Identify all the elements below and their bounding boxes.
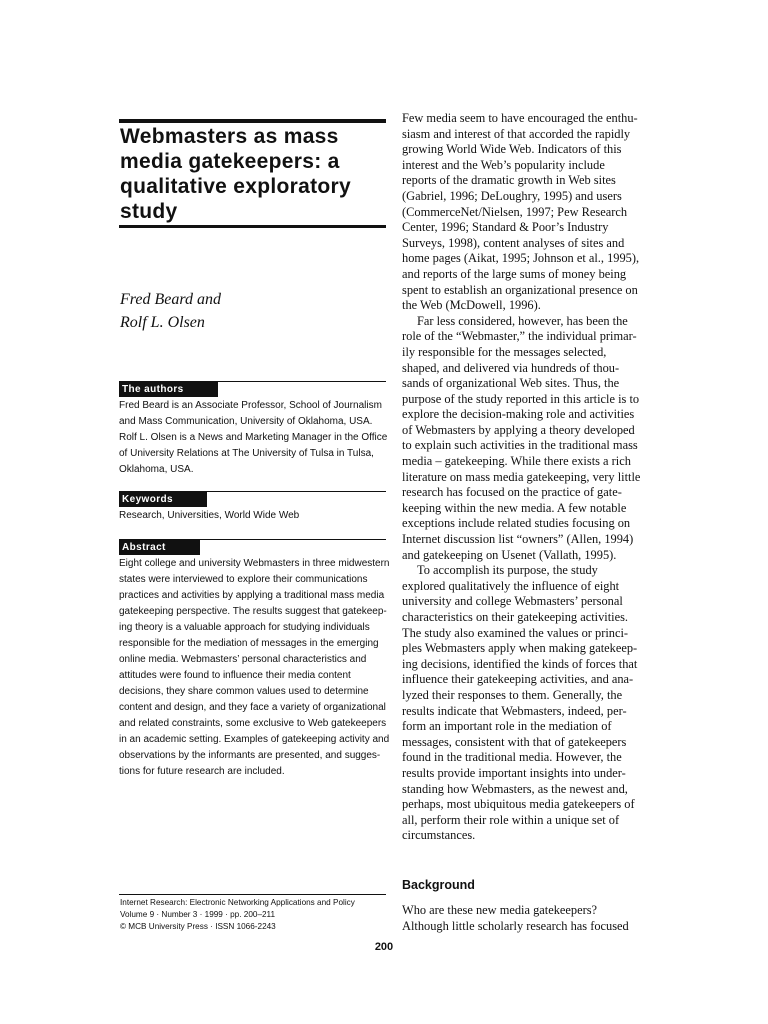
footer-rule: [119, 894, 386, 895]
keywords-label: Keywords: [119, 492, 207, 507]
body-line: Internet discussion list “owners” (Allen, 1994): [402, 532, 634, 547]
abstract-line: online media. Webmasters’ personal characteristics and: [119, 654, 367, 665]
keywords-line: Research, Universities, World Wide Web: [119, 510, 300, 521]
body-line: keeping within the new media. A few notable: [402, 500, 627, 515]
body-line: literature on mass media gatekeeping, very little: [402, 469, 641, 484]
body-line: explored qualitatively the influence of eight: [402, 578, 620, 593]
body-line: home pages (Aikat, 1995; Johnson et al., 1995),: [402, 251, 640, 266]
body-line: ing decisions, identified the kinds of forces that: [402, 656, 638, 671]
body-line: Who are these new media gatekeepers?: [402, 903, 598, 917]
body-line: exceptions include related studies focusing on: [402, 516, 631, 531]
title-line: qualitative exploratory: [120, 175, 351, 198]
body-line: research has focused on the practice of gate-: [402, 485, 622, 500]
article-title: [120, 124, 386, 224]
body-line: media – gatekeeping. While there exists a rich: [402, 454, 631, 469]
body-line: found in the traditional media. However, the: [402, 750, 622, 765]
body-line: (CommerceNet/Nielsen, 1997; Pew Research: [402, 204, 628, 219]
page-number: 200: [374, 941, 394, 953]
abstract-line: and related constraints, some exclusive to Web gatekeepers: [119, 718, 387, 729]
body-line: sands of organizational Web sites. Thus, the: [402, 376, 620, 391]
body-line: of Webmasters by applying a theory developed: [402, 422, 635, 437]
body-line: lyzed their responses to them. Generally, the: [402, 687, 623, 702]
body-paragraph-1: [402, 111, 670, 314]
abstract-line: attitudes were found to influence their media content: [119, 670, 351, 681]
body-line: reports of the dramatic growth in Web sites: [402, 173, 616, 188]
body-line: Surveys, 1998), content analyses of sites and: [402, 235, 625, 250]
body-line: all, perform their role within a unique set of: [402, 812, 620, 827]
title-line: Webmasters as mass: [120, 125, 339, 148]
abstract-line: gatekeeping perspective. The results suggest that gatekeep-: [119, 606, 387, 617]
citation-line: © MCB University Press · ISSN 1066-2243: [120, 922, 276, 931]
body-line: purpose of the study reported in this article is to: [402, 391, 640, 406]
body-paragraph-2: [402, 314, 670, 564]
body-line: Center, 1996; Standard & Poor’s Industry: [402, 220, 609, 235]
keywords-text: [119, 508, 386, 524]
authors-line: and Mass Communication, University of Oklahoma, USA.: [119, 416, 373, 427]
keywords-section: [119, 491, 386, 524]
author-byline: [120, 288, 221, 334]
authors-line: of University Relations at The University of Tulsa in Tulsa,: [119, 448, 374, 459]
authors-line: Rolf L. Olsen is a News and Marketing Manager in the Office: [119, 432, 388, 443]
body-line: influence their gatekeeping activities, and ana-: [402, 672, 634, 687]
body-line: spent to establish an organizational presence on: [402, 282, 638, 297]
body-line: ily responsible for the messages selected,: [402, 344, 607, 359]
body-line: perhaps, most ubiquitous media gatekeepers of: [402, 797, 635, 812]
body-line: ples Webmasters apply when making gatekeep-: [402, 641, 638, 656]
abstract-text: [119, 556, 390, 780]
body-line: interest and the Web’s popularity include: [402, 157, 605, 172]
abstract-line: in an academic setting. Examples of gatekeeping activity and: [119, 734, 390, 745]
body-line: shaped, and delivered via hundreds of thou-: [402, 360, 620, 375]
the-authors-label: The authors: [119, 382, 218, 397]
abstract-line: responsible for the mediation of messages in the emerging: [119, 638, 379, 649]
body-column: [402, 111, 670, 844]
title-rule-top: [119, 119, 386, 123]
body-line: characteristics on their gatekeeping activities.: [402, 610, 629, 624]
abstract-label: Abstract: [119, 540, 200, 555]
body-line: to explain such activities in the traditional mass: [402, 438, 638, 453]
author-line: Rolf L. Olsen: [120, 314, 205, 331]
body-line: the Web (McDowell, 1996).: [402, 298, 541, 313]
body-line: Although little scholarly research has focused: [402, 918, 629, 933]
body-line: explore the decision-making role and activities: [402, 407, 635, 422]
authors-line: Fred Beard is an Associate Professor, School of Journalism: [119, 400, 382, 411]
title-rule-bottom: [119, 225, 386, 228]
body-line: (Gabriel, 1996; DeLoughry, 1995) and users: [402, 188, 622, 203]
background-paragraph: [402, 903, 629, 934]
abstract-line: tions for future research are included.: [119, 766, 285, 777]
body-line: Far less considered, however, has been the: [417, 313, 628, 328]
body-line: siasm and interest of that accorded the rapidly: [402, 126, 631, 141]
citation-line: Volume 9 · Number 3 · 1999 · pp. 200–211: [120, 910, 276, 919]
body-line: growing World Wide Web. Indicators of this: [402, 142, 622, 157]
body-line: university and college Webmasters’ personal: [402, 594, 623, 609]
abstract-line: observations by the informants are presented, and sugges-: [119, 750, 381, 761]
abstract-line: practices and activities by applying a traditional mass media: [119, 590, 385, 601]
the-authors-section: [119, 381, 386, 478]
body-paragraph-3: [402, 563, 670, 844]
journal-citation: [120, 897, 355, 933]
abstract-line: states were interviewed to explore their communications: [119, 574, 368, 585]
body-line: results provide important insights into under-: [402, 765, 626, 780]
abstract-section: [119, 539, 390, 780]
body-line: and gatekeeping on Usenet (Vallath, 1995).: [402, 547, 617, 562]
body-line: messages, consistent with that of gatekeepers: [402, 734, 627, 749]
title-line: study: [120, 200, 178, 223]
title-line: media gatekeepers: a: [120, 150, 340, 173]
body-line: To accomplish its purpose, the study: [417, 563, 598, 578]
abstract-line: ing theory is a valuable approach for studying individuals: [119, 622, 370, 633]
body-line: standing how Webmasters, as the newest and,: [402, 781, 628, 796]
author-line: Fred Beard and: [120, 291, 222, 308]
body-line: and reports of the large sums of money being: [402, 266, 627, 281]
the-authors-text: [119, 398, 386, 478]
background-heading: Background: [402, 878, 475, 892]
body-line: form an important role in the mediation of: [402, 719, 612, 734]
body-line: Few media seem to have encouraged the enthu-: [402, 111, 638, 125]
body-line: The study also examined the values or princi-: [402, 625, 629, 640]
abstract-line: Eight college and university Webmasters in three midwestern: [119, 558, 390, 569]
authors-line: Oklahoma, USA.: [119, 464, 194, 475]
body-line: results indicate that Webmasters, indeed, per-: [402, 703, 627, 718]
abstract-line: decisions, they share common values used to determine: [119, 686, 369, 697]
abstract-line: content and design, and they face a variety of organizational: [119, 702, 386, 713]
citation-line: Internet Research: Electronic Networking Applications and Policy: [120, 898, 355, 907]
body-line: role of the “Webmaster,” the individual primar-: [402, 329, 637, 344]
body-line: circumstances.: [402, 828, 476, 843]
